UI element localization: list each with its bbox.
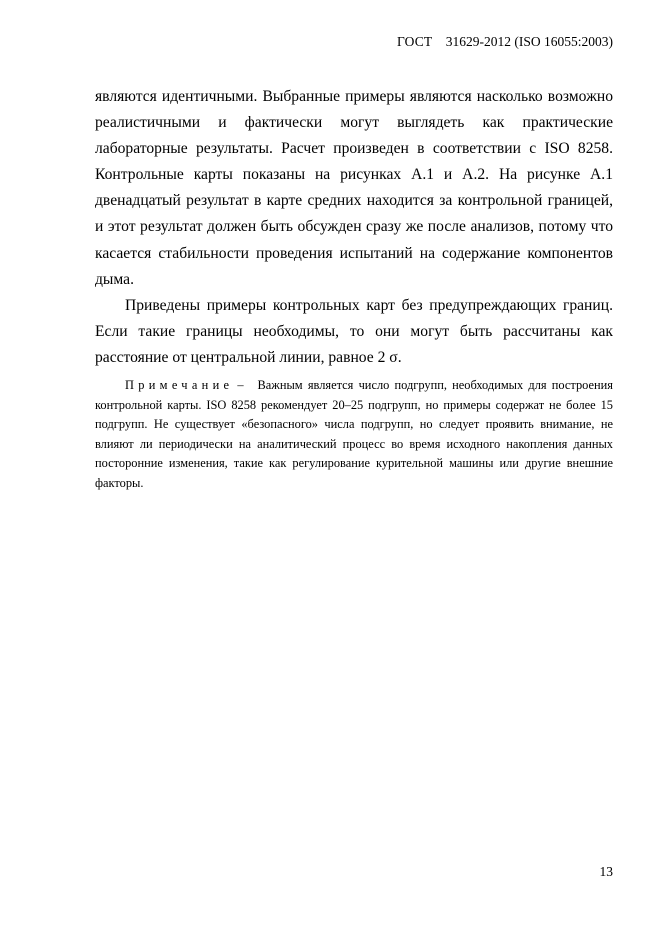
standard-label: ГОСТ <box>396 34 433 49</box>
page-number: 13 <box>599 864 613 879</box>
document-header <box>397 34 613 50</box>
note-block <box>95 376 613 494</box>
note-label: Примечание <box>125 378 234 392</box>
standard-number: 31629-2012 (ISO 16055:2003) <box>445 34 613 49</box>
note-text: Важным является число подгрупп, необходимых для построения контрольной карты. ISO 8258 рекомендует 20–25 подгрупп, но примеры содержат не более 15 подгрупп. Не существует «безопасного» числа подгрупп, но следует проявить внимание, не влияют ли периодически на аналитический процесс во время исходного накопления данных посторонние изменения, такие как регулирование курительной машины или другие внешние факторы. <box>95 378 613 490</box>
note-dash: – <box>237 378 244 392</box>
paragraph-2: Приведены примеры контрольных карт без предупреждающих границ. Если такие границы необходимы, то они могут быть рассчитаны как расстояние от центральной линии, равное 2 σ. <box>95 296 613 366</box>
paragraph-1: являются идентичными. Выбранные примеры являются насколько возможно реалистичными и фактически могут выглядеть как практические лабораторные результаты. Расчет произведен в соответствии с ISO 8258. Контрольные карты показаны на рисунках А.1 и А.2. На рисунке А.1 двенадцатый результат в карте средних находится за контрольной границей, и этот результат должен быть обсужден сразу же после анализов, потому что касается стабильности проведения испытаний на содержание компонентов дыма. <box>95 88 613 288</box>
body-text <box>95 84 613 371</box>
